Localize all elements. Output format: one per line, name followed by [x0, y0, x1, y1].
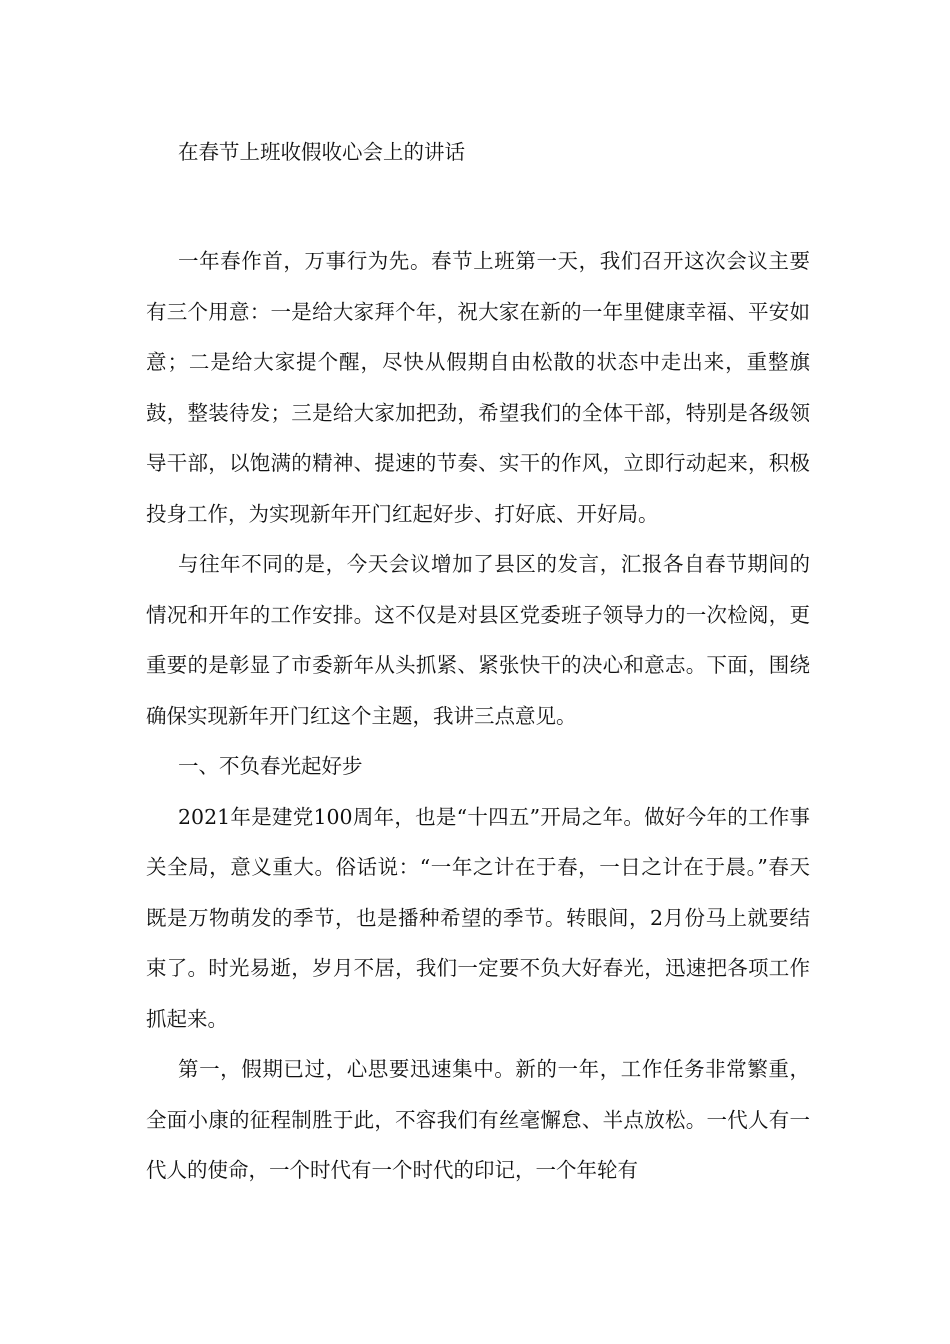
- document-title: 在春节上班收假收心会上的讲话: [178, 140, 465, 164]
- section-heading-1: 一、不负春光起好步: [178, 754, 363, 778]
- title-spacer: [146, 174, 810, 236]
- document-body: [146, 130, 810, 1196]
- paragraph-opening: 一年春作首，万事行为先。春节上班第一天，我们召开这次会议主要有三个用意：一是给大家拜个年，祝大家在新的一年里健康幸福、平安如意；二是给大家提个醒，尽快从假期自由松散的状态中走出来，重整旗鼓，整装待发；三是给大家加把劲，希望我们的全体干部，特别是各级领导干部，以饱满的精神、提速的节奏、实干的作风，立即行动起来，积极投身工作，为实现新年开门红起好步、打好底、开好局。: [146, 249, 810, 526]
- paragraph-first-point: 第一，假期已过，心思要迅速集中。新的一年，工作任务非常繁重，全面小康的征程制胜于此，不容我们有丝毫懈怠、半点放松。一代人有一代人的使命，一个时代有一个时代的印记，一个年轮有: [146, 1057, 810, 1182]
- paragraph-meeting-difference: 与往年不同的是，今天会议增加了县区的发言，汇报各自春节期间的情况和开年的工作安排。这不仅是对县区党委班子领导力的一次检阅，更重要的是彰显了市委新年从头抓紧、紧张快干的决心和意志。下面，围绕确保实现新年开门红这个主题，我讲三点意见。: [146, 552, 810, 728]
- paragraph-year-2021: 2021年是建党100周年，也是“十四五”开局之年。做好今年的工作事关全局，意义重大。俗话说：“一年之计在于春，一日之计在于晨。”春天既是万物萌发的季节，也是播种希望的季节。转眼间，2月份马上就要结束了。时光易逝，岁月不居，我们一定要不负大好春光，迅速把各项工作抓起来。: [146, 804, 810, 1031]
